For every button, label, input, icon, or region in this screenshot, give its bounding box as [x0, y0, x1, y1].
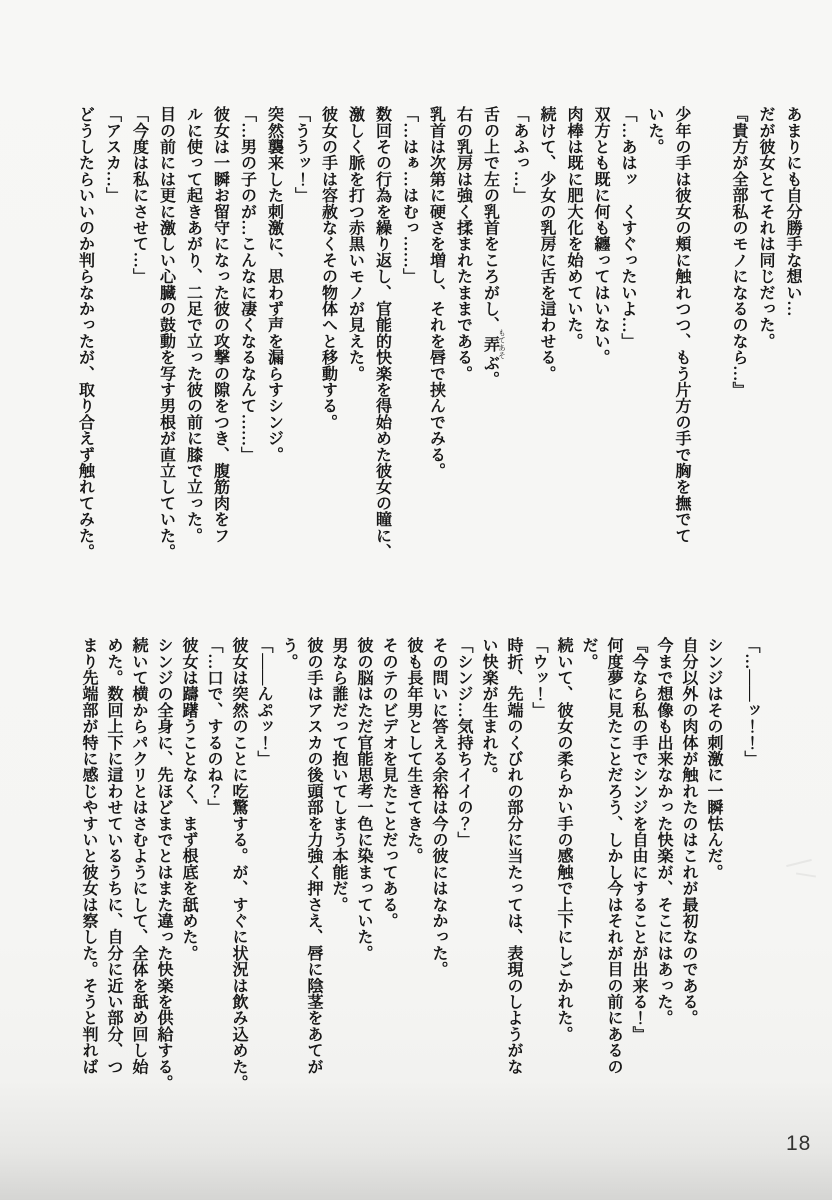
text-line: その問いに答える余裕は今の彼にはなかった。 [430, 637, 447, 978]
text-line: 「ウッ！」 [530, 637, 547, 718]
text-line: 右の乳房は強く揉まれたままである。 [454, 106, 472, 382]
text-line: シンジの全身に、先ほどまでとはまた違った快楽を供給する。 [155, 637, 172, 1091]
text-line: 「シンジ…気持ちイイの？」 [455, 637, 472, 848]
text-line: いた。 [646, 106, 663, 155]
text-line: 続けて、少女の乳房に舌を這わせる。 [538, 106, 555, 382]
paragraph-gap [726, 637, 738, 1115]
text-line: 続いて横からパクリとはさむようにして、全体を舐め回し始 [130, 637, 147, 1075]
furigana: もてあそ [497, 328, 507, 359]
text-line: 肉棒は既に肥大化を始めていた。 [565, 106, 582, 349]
text-line: 彼の脳はただ官能思考一色に染まっていた。 [355, 637, 372, 961]
text-line: 少年の手は彼女の頬に触れつつ、もう片方の手で胸を撫でて [673, 106, 690, 544]
text-line: 「…男の子のが…こんなに凄くなるなんて……」 [238, 106, 256, 463]
text-line: 彼女は躊躇うことなく、まず根底を舐めた。 [180, 637, 197, 961]
text-line: 続いて、彼女の柔らかい手の感触で上下にしごかれた。 [555, 637, 572, 1042]
ruby-base: 弄 [481, 328, 499, 359]
text-line: 「ううッ！」 [292, 106, 310, 204]
text-line: 『貴方が全部私のモノになるのなら…』 [730, 106, 747, 398]
text-line: 「…口で、するのね？」 [205, 637, 222, 816]
text-line: 彼女の手は容赦なくその物体へと移動する。 [319, 106, 337, 430]
text-line: 双方とも既に何も纏ってはいない。 [592, 106, 609, 366]
text-line: 激しく脈を打つ赤黒いモノが見えた。 [346, 106, 364, 382]
text-line: だ。 [580, 637, 597, 670]
text-line: 「…――ッ！！」 [742, 637, 759, 767]
scan-artifact [782, 852, 828, 886]
paragraph-gap [695, 106, 725, 568]
lower-text-block [76, 637, 763, 1115]
text-line: 今まで想像も出来なかった快楽が、そこにはあった。 [655, 637, 672, 1026]
text-line: 舌の上で左の乳首をころがし、弄 もてあそぶ。 [481, 106, 507, 388]
text-line: 彼女は一瞬お留守になった彼の攻撃の隙をつき、腹筋肉をフ [211, 106, 229, 544]
text-line: 自分以外の肉体が触れたのはこれが最初なのである。 [680, 637, 697, 1026]
text-line: シンジはその刺激に一瞬怯んだ。 [705, 637, 722, 880]
text-line: 「…はぁ…はむっ……」 [400, 106, 418, 285]
text-line: 彼も長年男として生きてきた。 [405, 637, 422, 864]
text-line: 突然襲来した刺激に、思わず声を漏らすシンジ。 [265, 106, 283, 463]
upper-text-block [72, 106, 807, 568]
text-line: 男なら誰だって抱いてしまう本能だ。 [330, 637, 347, 913]
ruby-annotated-word [481, 328, 507, 359]
text-line: どうしたらいいのか判らなかったが、取り合えず触れてみた。 [76, 106, 94, 560]
text-line: 「今度は私にさせて…」 [130, 106, 148, 285]
text-line: 「…あはッ くすぐったいよ…」 [619, 106, 636, 349]
text-line: 「アスカ…」 [103, 106, 121, 204]
text-line: 彼女は突然のことに吃驚する。が、すぐに状況は飲み込めた。 [230, 637, 247, 1091]
text-line: 数回その行為を繰り返し、官能的快楽を得始めた彼女の瞳に、 [373, 106, 391, 560]
page-number: 18 [786, 1132, 812, 1155]
text-line: 目の前には更に激しい心臓の鼓動を写す男根が直立していた。 [157, 106, 175, 560]
text-line: 「あふっ…」 [511, 106, 528, 204]
text-line: 彼の手はアスカの後頭部を力強く押さえ、唇に陰茎をあてが [305, 637, 322, 1075]
text-line: まり先端部が特に感じやすいと彼女は察した。そうと判れば [80, 637, 97, 1075]
text-line: 「――んぷッ！」 [255, 637, 272, 767]
text-line: あまりにも自分勝手な想い… [784, 106, 801, 317]
text-line: 時折、先端のくびれの部分に当たっては、表現のしようがな [505, 637, 522, 1075]
text-line: めた。数回上下に這わせているうちに、自分に近い部分、つ [105, 637, 122, 1075]
text-line: 何度夢に見たことだろう、しかし今はそれが目の前にあるの [605, 637, 622, 1075]
text-line: 『今なら私の手でシンジを自由にすることが出来る！』 [630, 637, 647, 1042]
text-line: そのテのビデオを見たことだってある。 [380, 637, 397, 929]
text-line: い快楽が生まれた。 [480, 637, 497, 783]
text-line: 乳首は次第に硬さを増し、それを唇で挟んでみる。 [427, 106, 445, 479]
text-line: ルに使って起きあがり、二足で立った彼の前に膝で立った。 [184, 106, 202, 544]
text-line: だが彼女とてそれは同じだった。 [757, 106, 774, 349]
text-line: う。 [280, 637, 297, 670]
